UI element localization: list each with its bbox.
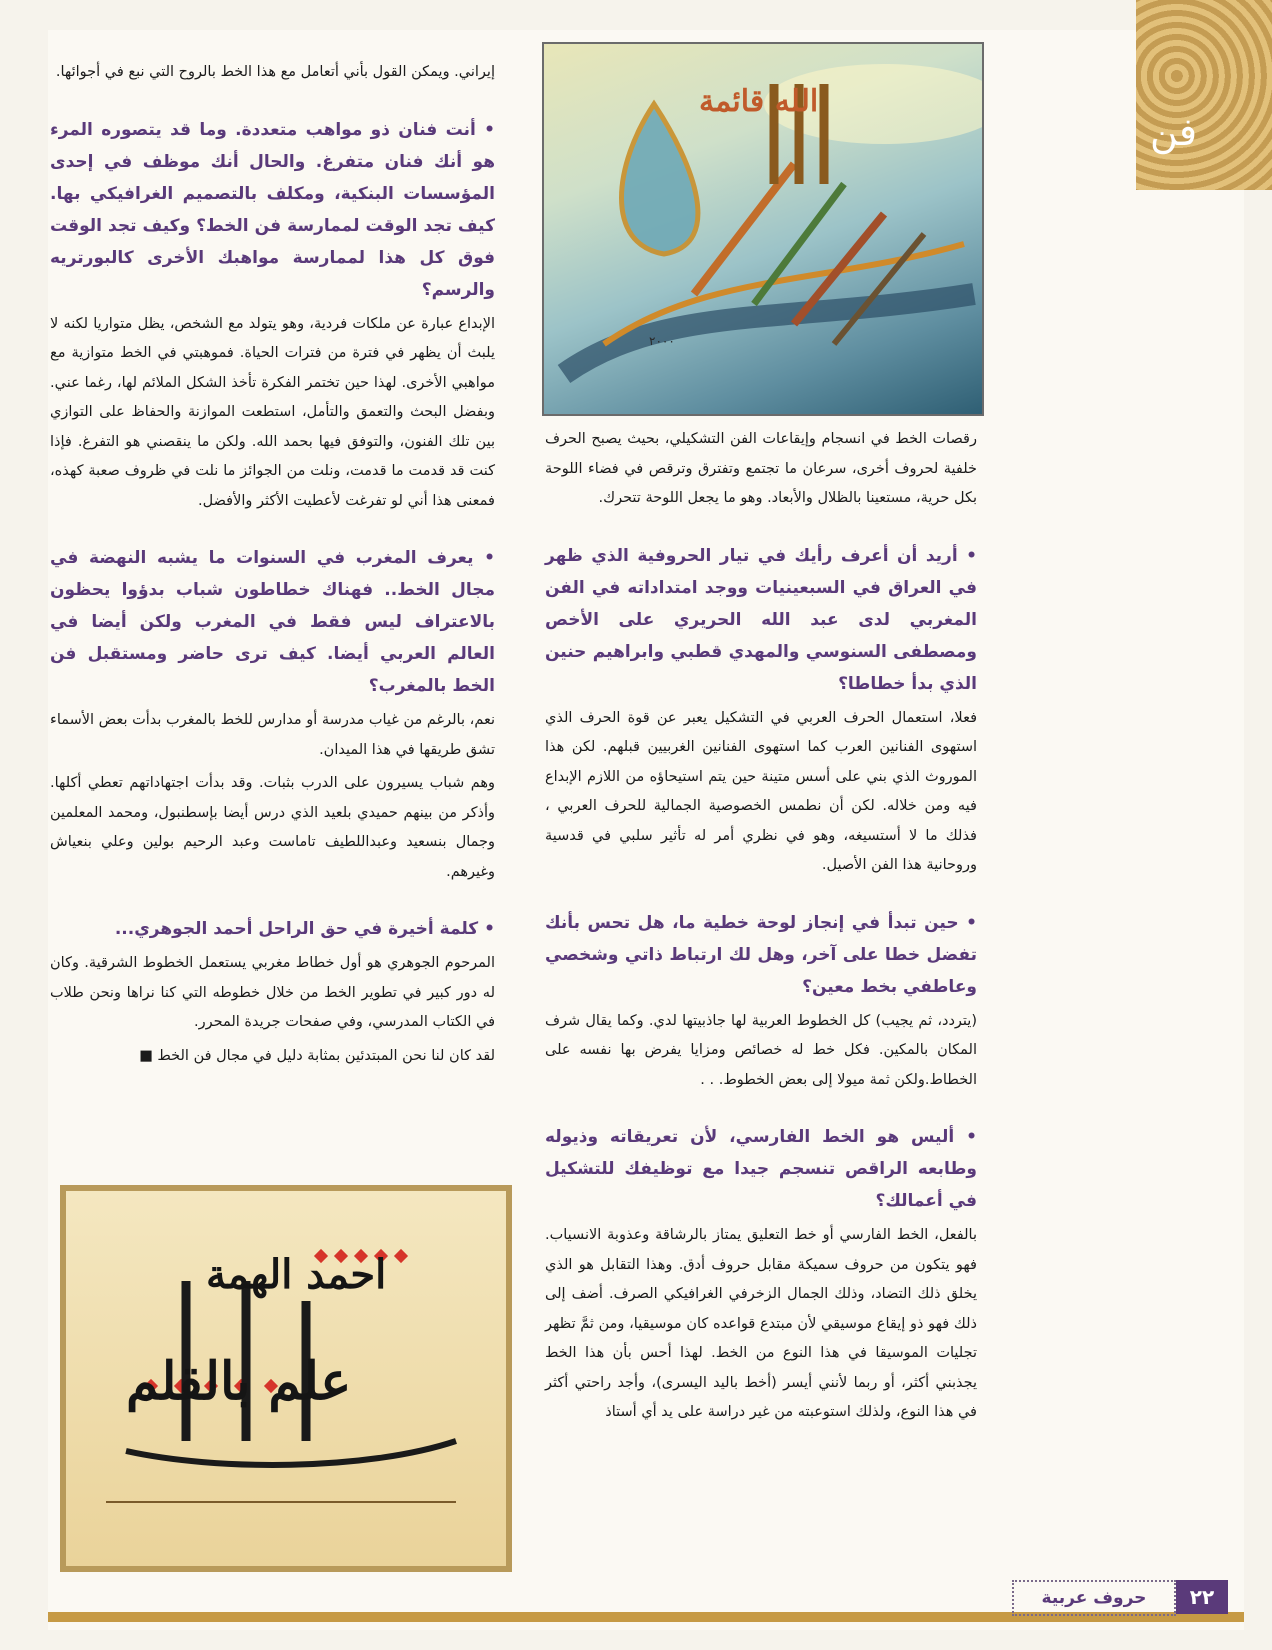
paragraph: الإبداع عبارة عن ملكات فردية، وهو يتولد مع الشخص، يظل متواريا لكنه لا يلبث أن يظهر في فترة من فترات الحياة. فموهبتي في الخط متوازية مع مواهبي الأخرى. لهذا حين تختمر الفكرة تأخذ الشكل الملائم لها، رغما عني. وبفضل البحث والتعمق والتأمل، استطعت الموازنة والحفاظ على التوازي بين تلك الفنون، والتوفق فيها بحمد الله. ولكن ما ينقصني هو التفرغ. فإذا كنت قد قدمت ما قدمت، ونلت من الجوائز ما نلت في ظروف صعبة كهذه، فمعنى هذا أني لو تفرغت لأعطيت الأكثر والأفضل. [50, 315, 495, 509]
question: • أليس هو الخط الفارسي، لأن تعريقاته وذيوله وطابعه الراقص تنسجم جيدا مع توظيفك للتشكيل في أعمالك؟ [545, 1121, 977, 1217]
page-number: ٢٢ [1176, 1580, 1228, 1614]
paragraph: نعم، بالرغم من غياب مدرسة أو مدارس للخط بالمغرب بدأت بعض الأسماء تشق طريقها في هذا الميدان. [50, 712, 495, 758]
article-column-right [545, 425, 977, 1432]
paragraph: (يتردد، ثم يجيب) كل الخطوط العربية لها جاذبيتها لدي. وكما يقال شرف المكان بالمكين. فكل خط له خصائص ومزايا يفرض بها نفسه على الخطاط.ولكن ثمة ميولا إلى بعض الخطوط. . . [545, 1012, 977, 1088]
panel-2-main-line: علم بالقلم [126, 1351, 352, 1412]
paragraph: فعلا، استعمال الحرف العربي في التشكيل يعبر عن قوة الحرف الذي استهوى الفنانين العرب كما استهوى الفنانين الغربيين قبلهم. لكن هذا الموروث الذي بني على أسس متينة حين يتم استيحاؤه من اللازم الإبداع فيه ومن خلاله. لكن أن نطمس الخصوصية الجمالية للحرف العربي ، فذلك ما لا أستسيغه، وهو في نظري أمر له تأثير سلبي في قدسية وروحانية هذا الفن الأصيل. [545, 709, 977, 873]
question: • يعرف المغرب في السنوات ما يشبه النهضة في مجال الخط.. فهناك خطاطون شباب بدؤوا يحظون بالاعتراف ليس فقط في المغرب ولكن أيضا في العالم العربي أيضا. كيف ترى حاضر ومستقبل فن الخط بالمغرب؟ [50, 542, 495, 702]
calligraphy-painting-1 [542, 42, 984, 416]
article-column-left [50, 58, 495, 1075]
panel-2-top-line: احمد الهمة [206, 1251, 387, 1298]
question: • حين تبدأ في إنجاز لوحة خطية ما، هل تحس بأنك تفضل خطا على آخر، وهل لك ارتباط ذاتي وشخصي وعاطفي بخط معين؟ [545, 907, 977, 1003]
magazine-logo: حروف عربية [1012, 1580, 1176, 1616]
paragraph: إيراني. ويمكن القول بأني أتعامل مع هذا الخط بالروح التي نبع في أجوائها. [55, 64, 495, 80]
paragraph: رقصات الخط في انسجام وإيقاعات الفن التشكيلي، بحيث يصبح الحرف خلفية لحروف أخرى، سرعان ما تجتمع وتفترق وترقص في فضاء اللوحة بكل حرية، مستعينا بالظلال والأبعاد. وهو ما يجعل اللوحة تتحرك. [545, 431, 977, 506]
section-tab-glyph: فن [1150, 110, 1198, 154]
question: • كلمة أخيرة في حق الراحل أحمد الجوهري... [50, 913, 495, 945]
question: • أنت فنان ذو مواهب متعددة. وما قد يتصوره المرء هو أنك فنان متفرغ. والحال أنك موظف في إحدى المؤسسات البنكية، ومكلف بالتصميم الغرافيكي بها. كيف تجد الوقت لممارسة فن الخط؟ وكيف تجد الوقت فوق كل هذا لممارسة مواهبك الأخرى كالبورتريه والرسم؟ [50, 114, 495, 306]
paragraph: المرحوم الجوهري هو أول خطاط مغربي يستعمل الخطوط الشرقية. وكان له دور كبير في تطوير الخط من خلال خطوطه التي كنا نراها ونحن طلاب في الكتاب المدرسي، وفي صفحات جريدة المحرر. [50, 955, 495, 1030]
question: • أريد أن أعرف رأيك في تيار الحروفية الذي ظهر في العراق في السبعينيات ووجد امتداداته في الفن المغربي لدى عبد الله الحريري على الأخص ومصطفى السنوسي والمهدي قطبي وابراهيم حنين الذي بدأ خطاطا؟ [545, 540, 977, 700]
paragraph: وهم شباب يسيرون على الدرب بثبات. وقد بدأت اجتهاداتهم تعطي أكلها. وأذكر من بينهم حميدي بلعيد الذي درس أيضا بإسطنبول، ومحمد المعلمين وجمال بنسعيد وعبداللطيف تاماست وعبد الرحيم بولين وعلي بنعياش وغيرهم. [50, 775, 495, 880]
paragraph-final: لقد كان لنا نحن المبتدئين بمثابة دليل في مجال فن الخط ■ [50, 1042, 495, 1072]
calligraphy-panel-2 [60, 1185, 512, 1572]
paragraph: بالفعل، الخط الفارسي أو خط التعليق يمتاز بالرشاقة وعذوبة الانسياب. فهو يتكون من حروف سميكة مقابل حروف أدق. وهذا التقابل هو الذي يخلق ذلك التضاد، وذلك الجمال الزخرفي الغرافيكي الصرف. أضف إلى ذلك فهو ذو إيقاع موسيقي لأن مبتدع قواعده كان موسيقيا، ومن ثمَّ تظهر تجليات الموسيقا في هذا النوع من الخط. لهذا أحس بأن هذا الخط يجذبني أكثر، أو ربما لأنني أيسر (أخط باليد اليسرى)، وأجد راحتي أكثر في هذا النوع، ولذلك استوعبته من غير دراسة على يد أي أستاذ [545, 1227, 977, 1420]
painting-1-title: الله قائمة [699, 84, 819, 119]
section-tab [1136, 0, 1272, 190]
painting-1-signature: ٢٠٠٠ [649, 334, 675, 348]
